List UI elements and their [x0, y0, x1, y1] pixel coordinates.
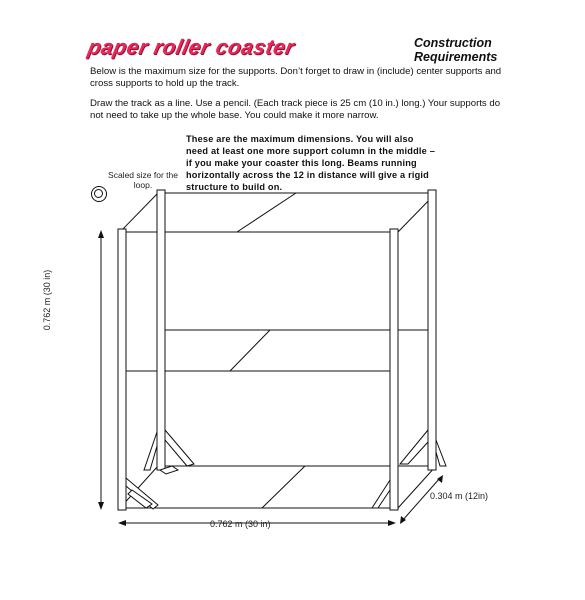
base-right-line	[398, 466, 436, 508]
front-left-column	[118, 229, 126, 510]
paper-roller-coaster-logo: paper roller coaster	[85, 36, 297, 59]
brace-back-right-outer	[436, 440, 446, 466]
brace-back-right	[400, 430, 428, 464]
brace-back-left-inner	[144, 432, 157, 470]
track-line-middle	[230, 330, 270, 371]
maximum-dimensions-note: These are the maximum dimensions. You will also need at least one more support column in the middle –if you make your coaster this long. Beams running horizontally across the 12 in distance will give a rigid structure to build on.	[186, 134, 436, 192]
depth-dimension-label: 0.304 m (12in)	[430, 491, 489, 501]
width-dimension-label: 0.762 m (30 in)	[210, 519, 271, 529]
height-dimension-label: 0.762 m (30 in)	[42, 269, 52, 331]
track-line-top	[237, 193, 296, 232]
back-right-column	[428, 190, 436, 470]
loop-scale-label: Scaled size for the loop.	[108, 170, 178, 190]
top-left-beam	[120, 193, 158, 232]
track-line-base	[262, 466, 305, 508]
intro-paragraph-supports: Below is the maximum size for the supports. Don’t forget to draw in (include) center supports and cross supports to hold up the track.	[90, 66, 502, 89]
front-right-column	[390, 229, 398, 510]
back-left-column	[157, 190, 165, 470]
brace-front-right	[372, 480, 390, 508]
section-title: Construction Requirements	[414, 36, 498, 64]
intro-paragraph-track: Draw the track as a line. Use a pencil. (Each track piece is 25 cm (10 in.) long.) Your supports do not need to take up the whole base. You could make it more narrow.	[90, 98, 501, 121]
brace-back-left	[165, 430, 194, 466]
